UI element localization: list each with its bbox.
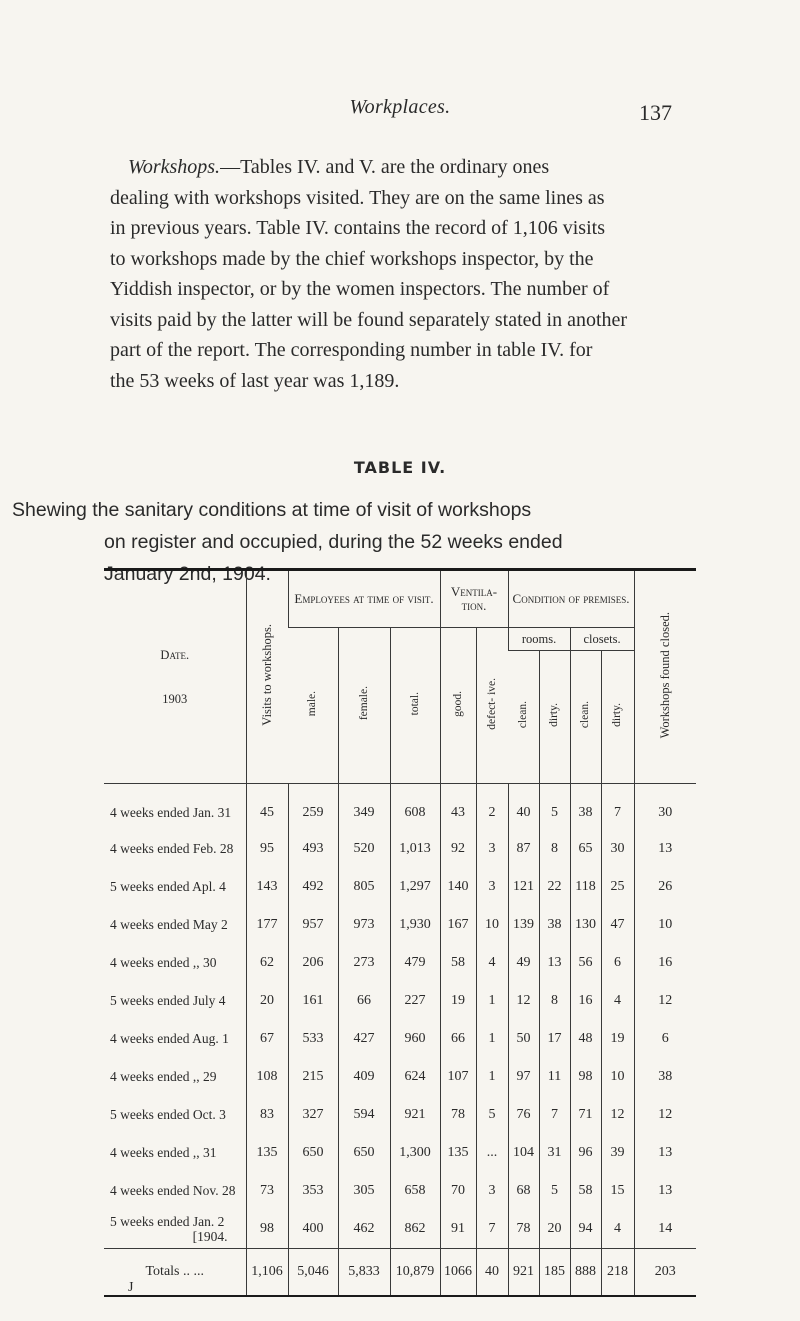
cell-closets-clean: 56 [570,944,601,982]
row-label: 5 weeks ended Apl. 4 [110,879,226,894]
cell-male: 259 [288,784,338,831]
cell-male: 493 [288,830,338,868]
rooms-header: rooms. [508,628,570,651]
cell-female: 427 [338,1020,390,1058]
cell-closets-clean: 58 [570,1172,601,1210]
row-label: 4 weeks ended ,, 30 [110,955,217,970]
cell-rooms-clean: 78 [508,1210,539,1249]
cell-good: 66 [440,1020,476,1058]
cell-visits: 62 [246,944,288,982]
cell-rooms-dirty: 22 [539,868,570,906]
row-label: 4 weeks ended Aug. 1 [110,1031,229,1046]
row-label-text: 5 weeks ended Jan. 2 [110,1214,225,1229]
cell-total: 624 [390,1058,440,1096]
cell-rooms-clean: 50 [508,1020,539,1058]
intro-line: in previous years. Table IV. contains the record of 1,106 visits [110,217,605,239]
total-rooms-dirty: 185 [539,1249,570,1297]
female-header: female. [338,628,390,784]
total-header: total. [390,628,440,784]
cell-rooms-dirty: 17 [539,1020,570,1058]
cell-visits: 143 [246,868,288,906]
cell-female: 805 [338,868,390,906]
cell-rooms-clean: 49 [508,944,539,982]
male-header: male. [288,628,338,784]
cell-closets-dirty: 19 [601,1020,634,1058]
cell-rooms-clean: 104 [508,1134,539,1172]
cell-male: 327 [288,1096,338,1134]
cell-defective: 7 [476,1210,508,1249]
cell-female: 349 [338,784,390,831]
cell-female: 973 [338,906,390,944]
intro-lead: Workshops. [128,156,221,178]
cell-male: 400 [288,1210,338,1249]
cell-visits: 73 [246,1172,288,1210]
cell-closets-clean: 71 [570,1096,601,1134]
cell-closed: 13 [634,1134,696,1172]
intro-line: Workshops.—Tables IV. and V. are the ordinary ones [128,156,550,178]
table-row [104,1210,696,1249]
closets-dirty-header: dirty. [601,651,634,784]
cell-closets-dirty: 15 [601,1172,634,1210]
total-closets-clean: 888 [570,1249,601,1297]
intro-line: Yiddish inspector, or by the women inspectors. The number of [110,278,610,300]
date-header: Date. 1903 [104,570,246,784]
cell-closets-clean: 65 [570,830,601,868]
table-body [104,784,696,1297]
table-row [104,1172,696,1210]
cell-rooms-dirty: 20 [539,1210,570,1249]
defective-header: defect- ive. [476,628,508,784]
cell-male: 215 [288,1058,338,1096]
cell-female: 462 [338,1210,390,1249]
cell-rooms-clean: 121 [508,868,539,906]
cell-total: 1,300 [390,1134,440,1172]
cell-visits: 45 [246,784,288,831]
total-rooms-clean: 921 [508,1249,539,1297]
page-header [0,96,800,136]
cell-good: 58 [440,944,476,982]
intro-line: the 53 weeks of last year was 1,189. [110,369,400,392]
cell-visits: 67 [246,1020,288,1058]
cell-defective: 2 [476,784,508,831]
cell-defective: ... [476,1134,508,1172]
cell-closets-clean: 48 [570,1020,601,1058]
total-total: 10,879 [390,1249,440,1297]
total-closets-dirty: 218 [601,1249,634,1297]
subtitle-line: January 2nd, 1904. [104,563,271,585]
totals-row [104,1249,696,1297]
table-row [104,1096,696,1134]
total-good: 1066 [440,1249,476,1297]
cell-rooms-clean: 76 [508,1096,539,1134]
totals-label: Totals .. ... [104,1249,246,1297]
cell-closets-dirty: 30 [601,830,634,868]
cell-rooms-dirty: 31 [539,1134,570,1172]
cell-female: 650 [338,1134,390,1172]
cell-female: 520 [338,830,390,868]
cell-good: 19 [440,982,476,1020]
cell-visits: 108 [246,1058,288,1096]
intro-line: to workshops made by the chief workshops inspector, by the [110,247,594,270]
cell-total: 608 [390,784,440,831]
total-defective: 40 [476,1249,508,1297]
rooms-dirty-header: dirty. [539,651,570,784]
cell-closets-dirty: 39 [601,1134,634,1172]
cell-male: 533 [288,1020,338,1058]
cell-closed: 13 [634,830,696,868]
cell-female: 594 [338,1096,390,1134]
cell-defective: 3 [476,1172,508,1210]
cell-good: 91 [440,1210,476,1249]
table-title: TABLE IV. [353,458,447,477]
intro-line: part of the report. The corresponding number in table IV. for [110,339,593,361]
cell-rooms-clean: 68 [508,1172,539,1210]
workshops-table [104,568,696,1297]
cell-closets-dirty: 47 [601,906,634,944]
cell-female: 66 [338,982,390,1020]
cell-closets-clean: 130 [570,906,601,944]
cell-rooms-clean: 139 [508,906,539,944]
cell-closed: 12 [634,982,696,1020]
row-label: 5 weeks ended July 4 [110,993,226,1008]
cell-female: 273 [338,944,390,982]
cell-rooms-dirty: 11 [539,1058,570,1096]
table-row [104,868,696,906]
table-row [104,944,696,982]
cell-closets-dirty: 25 [601,868,634,906]
cell-good: 43 [440,784,476,831]
cell-rooms-clean: 97 [508,1058,539,1096]
cell-closed: 13 [634,1172,696,1210]
intro-line: dealing with workshops visited. They are on the same lines as [110,186,605,209]
row-label-year: [1904. [192,1229,228,1244]
cell-rooms-dirty: 38 [539,906,570,944]
cell-good: 92 [440,830,476,868]
cell-defective: 10 [476,906,508,944]
table-row [104,830,696,868]
row-label: 4 weeks ended Nov. 28 [110,1183,236,1198]
row-label: 4 weeks ended May 2 [110,917,228,932]
table-row [104,1134,696,1172]
year-header: 1903 [162,692,188,706]
cell-defective: 4 [476,944,508,982]
employees-header: Employees at time of visit. [288,570,440,628]
cell-closets-dirty: 6 [601,944,634,982]
cell-rooms-dirty: 8 [539,982,570,1020]
table-row [104,784,696,831]
cell-total: 479 [390,944,440,982]
cell-male: 650 [288,1134,338,1172]
cell-total: 921 [390,1096,440,1134]
cell-rooms-dirty: 13 [539,944,570,982]
signature-mark: J [128,1280,134,1295]
cell-defective: 1 [476,1020,508,1058]
ventilation-header: Ventila- tion. [440,570,508,628]
cell-closets-dirty: 4 [601,1210,634,1249]
cell-good: 107 [440,1058,476,1096]
cell-visits: 98 [246,1210,288,1249]
cell-rooms-clean: 12 [508,982,539,1020]
cell-closets-clean: 16 [570,982,601,1020]
row-label: 5 weeks ended Oct. 3 [110,1107,226,1122]
cell-closed: 12 [634,1096,696,1134]
cell-rooms-dirty: 5 [539,784,570,831]
cell-total: 960 [390,1020,440,1058]
cell-female: 409 [338,1058,390,1096]
total-male: 5,046 [288,1249,338,1297]
closets-clean-header: clean. [570,651,601,784]
cell-good: 78 [440,1096,476,1134]
cell-closed: 26 [634,868,696,906]
cell-defective: 1 [476,982,508,1020]
closets-header: closets. [570,628,634,651]
cell-closed: 38 [634,1058,696,1096]
cell-closed: 14 [634,1210,696,1249]
cell-total: 862 [390,1210,440,1249]
cell-closets-dirty: 4 [601,982,634,1020]
cell-total: 227 [390,982,440,1020]
cell-total: 1,297 [390,868,440,906]
cell-male: 353 [288,1172,338,1210]
cell-closed: 6 [634,1020,696,1058]
cell-rooms-clean: 87 [508,830,539,868]
cell-defective: 5 [476,1096,508,1134]
cell-male: 492 [288,868,338,906]
cell-total: 1,013 [390,830,440,868]
cell-male: 957 [288,906,338,944]
cell-closets-clean: 98 [570,1058,601,1096]
cell-good: 167 [440,906,476,944]
cell-rooms-dirty: 5 [539,1172,570,1210]
intro-line: visits paid by the latter will be found separately stated in another [110,308,628,331]
table-row [104,982,696,1020]
subtitle-line: Shewing the sanitary conditions at time of visit of workshops [12,499,532,521]
table-row [104,906,696,944]
cell-closed: 10 [634,906,696,944]
cell-closets-dirty: 12 [601,1096,634,1134]
cell-closed: 30 [634,784,696,831]
cell-rooms-dirty: 7 [539,1096,570,1134]
cell-total: 658 [390,1172,440,1210]
cell-closets-dirty: 10 [601,1058,634,1096]
closed-header: Workshops found closed. [634,570,696,784]
row-label: 4 weeks ended Jan. 31 [110,805,232,820]
cell-total: 1,930 [390,906,440,944]
cell-male: 206 [288,944,338,982]
cell-good: 135 [440,1134,476,1172]
condition-header: Condition of premises. [508,570,634,628]
cell-closets-clean: 38 [570,784,601,831]
cell-good: 70 [440,1172,476,1210]
total-female: 5,833 [338,1249,390,1297]
cell-visits: 177 [246,906,288,944]
running-title: Workplaces. [349,96,451,118]
cell-rooms-dirty: 8 [539,830,570,868]
cell-rooms-clean: 40 [508,784,539,831]
cell-closets-clean: 94 [570,1210,601,1249]
cell-defective: 3 [476,868,508,906]
page-number: 137 [639,100,672,125]
cell-visits: 95 [246,830,288,868]
cell-closets-dirty: 7 [601,784,634,831]
cell-good: 140 [440,868,476,906]
cell-closets-clean: 96 [570,1134,601,1172]
row-label: 4 weeks ended ,, 31 [110,1145,217,1160]
row-label: 4 weeks ended ,, 29 [110,1069,217,1084]
row-label: 4 weeks ended Feb. 28 [110,841,234,856]
cell-male: 161 [288,982,338,1020]
rooms-clean-header: clean. [508,651,539,784]
cell-closed: 16 [634,944,696,982]
total-visits: 1,106 [246,1249,288,1297]
good-header: good. [440,628,476,784]
cell-visits: 83 [246,1096,288,1134]
cell-closets-clean: 118 [570,868,601,906]
table-row [104,1058,696,1096]
cell-female: 305 [338,1172,390,1210]
row-label [104,1210,246,1249]
table-row [104,1020,696,1058]
cell-defective: 3 [476,830,508,868]
cell-defective: 1 [476,1058,508,1096]
cell-visits: 135 [246,1134,288,1172]
subtitle-line: on register and occupied, during the 52 weeks ended [104,531,563,553]
total-closed: 203 [634,1249,696,1297]
cell-visits: 20 [246,982,288,1020]
visits-header: Visits to workshops. [246,570,288,784]
